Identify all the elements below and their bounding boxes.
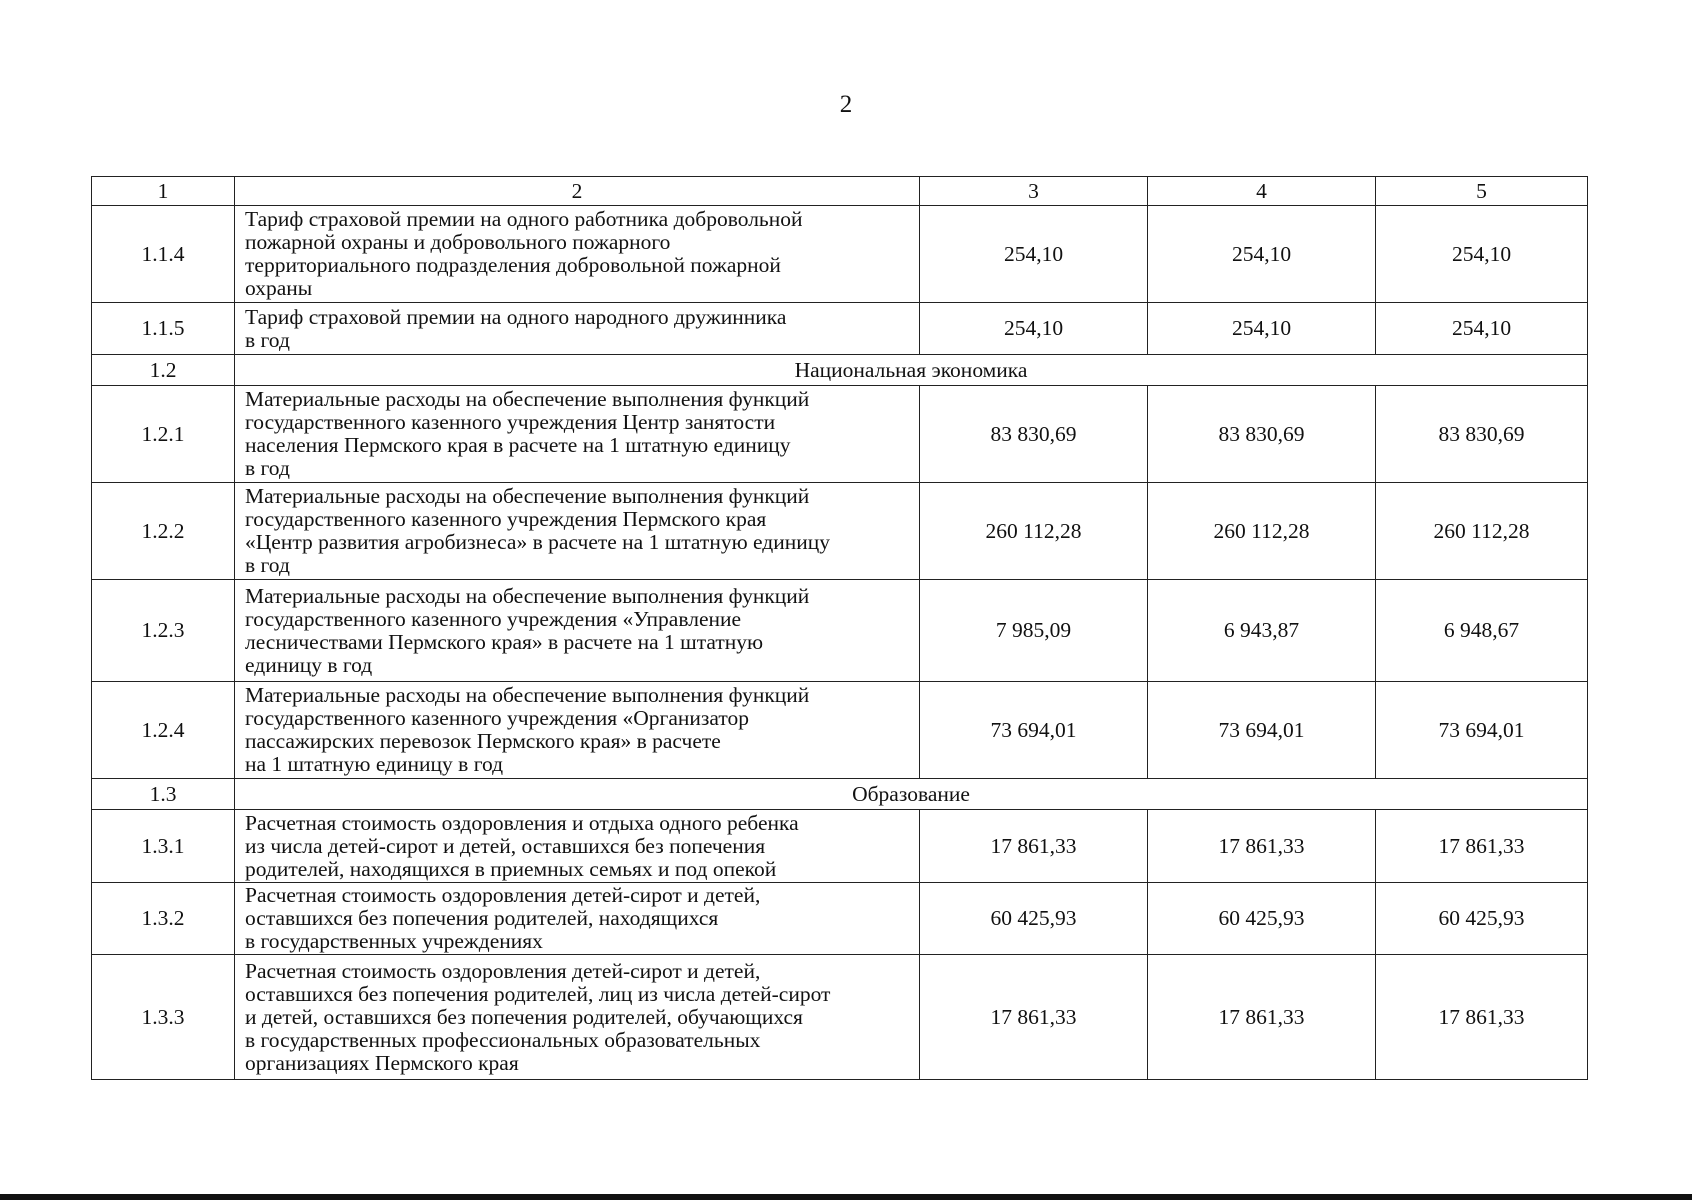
description-line: Материальные расходы на обеспечение выполнения функций	[245, 683, 810, 707]
section-title: Национальная экономика	[235, 355, 1588, 386]
table-row	[92, 682, 1588, 779]
value-col5: 83 830,69	[1376, 386, 1588, 483]
row-description	[235, 580, 920, 682]
value-col5: 260 112,28	[1376, 483, 1588, 580]
description-line: Тариф страховой премии на одного народного дружинника	[245, 304, 787, 329]
description-line: пожарной охраны и добровольного пожарного	[245, 230, 671, 254]
section-title: Образование	[235, 779, 1588, 810]
value-col4: 254,10	[1148, 303, 1376, 355]
row-number: 1.3.1	[92, 810, 235, 883]
description-line: на 1 штатную единицу в год	[245, 752, 504, 776]
row-number: 1.3.3	[92, 955, 235, 1080]
table-row	[92, 303, 1588, 355]
description-line: родителей, находящихся в приемных семьях и под опекой	[245, 856, 777, 881]
value-col3: 17 861,33	[920, 810, 1148, 883]
description-line: «Центр развития агробизнеса» в расчете на 1 штатную единицу	[245, 530, 830, 554]
description-line: и детей, оставшихся без попечения родителей, обучающихся	[245, 1004, 803, 1029]
description-line: населения Пермского края в расчете на 1 штатную единицу	[245, 433, 791, 457]
description-line: государственного казенного учреждения «Управление	[245, 606, 742, 631]
value-col5: 254,10	[1376, 206, 1588, 303]
description-line: организациях Пермского края	[245, 1050, 519, 1075]
value-col5: 17 861,33	[1376, 955, 1588, 1080]
description-line: Тариф страховой премии на одного работника добровольной	[245, 207, 803, 231]
description-line: Материальные расходы на обеспечение выполнения функций	[245, 387, 810, 411]
description-line: оставшихся без попечения родителей, лиц из числа детей-сирот	[245, 981, 831, 1006]
row-number: 1.1.4	[92, 206, 235, 303]
value-col3: 83 830,69	[920, 386, 1148, 483]
row-number: 1.1.5	[92, 303, 235, 355]
row-number: 1.2.3	[92, 580, 235, 682]
value-col3: 260 112,28	[920, 483, 1148, 580]
section-row	[92, 779, 1588, 810]
description-line: в год	[245, 456, 290, 480]
value-col4: 60 425,93	[1148, 883, 1376, 955]
description-line: Материальные расходы на обеспечение выполнения функций	[245, 484, 810, 508]
tariff-table	[91, 176, 1588, 1080]
value-col3: 60 425,93	[920, 883, 1148, 955]
value-col5: 254,10	[1376, 303, 1588, 355]
value-col4: 6 943,87	[1148, 580, 1376, 682]
section-row	[92, 355, 1588, 386]
description-line: территориального подразделения добровольной пожарной	[245, 253, 781, 277]
row-description	[235, 386, 920, 483]
row-description	[235, 303, 920, 355]
section-number: 1.2	[92, 355, 235, 386]
description-line: единицу в год	[245, 652, 373, 677]
description-line: из числа детей-сирот и детей, оставшихся без попечения	[245, 833, 766, 858]
value-col5: 73 694,01	[1376, 682, 1588, 779]
description-line: Расчетная стоимость оздоровления детей-сирот и детей,	[245, 883, 761, 907]
value-col4: 83 830,69	[1148, 386, 1376, 483]
value-col5: 60 425,93	[1376, 883, 1588, 955]
description-line: в год	[245, 327, 290, 352]
description-line: лесничествами Пермского края» в расчете на 1 штатную	[245, 629, 764, 654]
table-header-row	[92, 177, 1588, 206]
row-description	[235, 883, 920, 955]
value-col4: 73 694,01	[1148, 682, 1376, 779]
value-col4: 17 861,33	[1148, 810, 1376, 883]
description-line: оставшихся без попечения родителей, находящихся	[245, 906, 719, 930]
row-description	[235, 955, 920, 1080]
description-line: государственного казенного учреждения Центр занятости	[245, 410, 776, 434]
column-header: 3	[920, 177, 1148, 206]
value-col4: 17 861,33	[1148, 955, 1376, 1080]
table-row	[92, 483, 1588, 580]
value-col5: 17 861,33	[1376, 810, 1588, 883]
value-col3: 17 861,33	[920, 955, 1148, 1080]
page-number: 2	[839, 91, 853, 118]
description-line: государственного казенного учреждения Пермского края	[245, 507, 767, 531]
description-line: Материальные расходы на обеспечение выполнения функций	[245, 583, 810, 608]
value-col3: 254,10	[920, 206, 1148, 303]
row-description	[235, 483, 920, 580]
section-number: 1.3	[92, 779, 235, 810]
column-header: 1	[92, 177, 235, 206]
value-col3: 7 985,09	[920, 580, 1148, 682]
column-header: 2	[235, 177, 920, 206]
value-col3: 254,10	[920, 303, 1148, 355]
table-row	[92, 955, 1588, 1080]
table-row	[92, 580, 1588, 682]
row-number: 1.3.2	[92, 883, 235, 955]
value-col5: 6 948,67	[1376, 580, 1588, 682]
description-line: в государственных профессиональных образовательных	[245, 1027, 761, 1052]
row-number: 1.2.4	[92, 682, 235, 779]
row-description	[235, 206, 920, 303]
row-description	[235, 810, 920, 883]
column-header: 4	[1148, 177, 1376, 206]
description-line: Расчетная стоимость оздоровления детей-сирот и детей,	[245, 958, 761, 983]
value-col4: 260 112,28	[1148, 483, 1376, 580]
description-line: в год	[245, 553, 290, 577]
table-row	[92, 810, 1588, 883]
description-line: охраны	[245, 276, 313, 300]
value-col3: 73 694,01	[920, 682, 1148, 779]
table-row	[92, 883, 1588, 955]
table-row	[92, 206, 1588, 303]
description-line: государственного казенного учреждения «Организатор	[245, 706, 749, 730]
description-line: в государственных учреждениях	[245, 929, 543, 953]
table-row	[92, 386, 1588, 483]
description-line: пассажирских перевозок Пермского края» в расчете	[245, 729, 721, 753]
row-description	[235, 682, 920, 779]
row-number: 1.2.1	[92, 386, 235, 483]
value-col4: 254,10	[1148, 206, 1376, 303]
column-header: 5	[1376, 177, 1588, 206]
scan-bottom-edge	[0, 1194, 1692, 1200]
description-line: Расчетная стоимость оздоровления и отдыха одного ребенка	[245, 810, 799, 835]
row-number: 1.2.2	[92, 483, 235, 580]
